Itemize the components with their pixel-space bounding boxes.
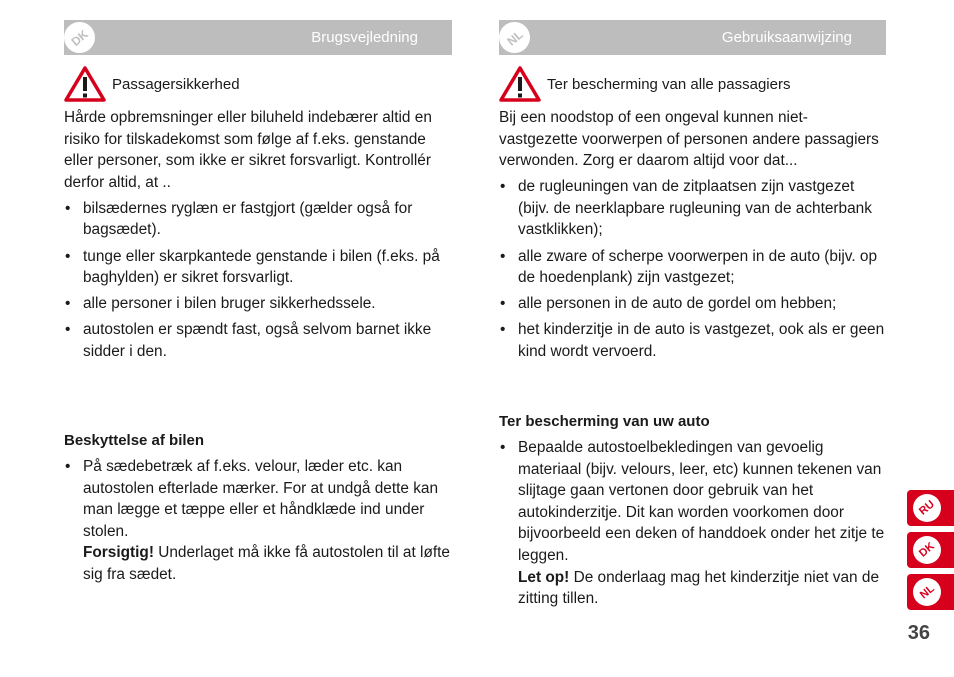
bullet-list-nl xyxy=(499,176,886,362)
warning-row-dk xyxy=(64,66,240,102)
section-bullet-dk: På sædebetræk af f.eks. velour, læder etc. kan autostolen efterlade mærker. For at undgå dette kan man lægge et tæppe eller et håndklæde ind under stolen. xyxy=(83,458,439,540)
section-bullet-nl: Bepaalde autostoelbekledingen van gevoelig materiaal (bijv. velours, leer, etc) kunnen tekenen van slijtage gaan vertonen door gebruik van het autokinderzitje. Dit kan worden voorkomen door bijvoorbeeld een deken of handdoek onder het zitje te leggen. xyxy=(518,439,885,565)
body-dk-intro xyxy=(64,107,452,363)
page-number: 36 xyxy=(907,622,930,644)
warning-heading-dk: Passagersikkerhed xyxy=(112,75,240,93)
caution-label-dk: Forsigtig! xyxy=(83,544,154,562)
list-item: • alle zware of scherpe voorwerpen in de auto (bijv. op de hoedenplank) zijn vastgezet; xyxy=(499,246,886,289)
list-item: • de rugleuningen van de zitplaatsen zijn vastgezet (bijv. de neerklapbare rugleuning van de achterbank vastklikken); xyxy=(499,176,886,241)
language-badge-dk-tab: DK xyxy=(913,536,941,564)
section-list-nl xyxy=(499,437,886,610)
intro-paragraph-dk: Hårde opbremsninger eller biluheld indebærer altid en risiko for tilskadekomst som følge af f.eks. genstande eller personer, som ikke er sikret forsvarligt. Kontrollér derfor altid, at .. xyxy=(64,109,432,191)
caution-text-nl: De onderlaag mag het kinderzitje niet van de zitting tillen. xyxy=(518,568,880,608)
caution-label-nl: Let op! xyxy=(518,568,570,586)
language-badge-nl-tab: NL xyxy=(913,578,941,606)
list-item: • alle personen in de auto de gordel om hebben; xyxy=(499,293,886,315)
header-bar-dk xyxy=(64,20,452,55)
warning-heading-nl: Ter bescherming van alle passagiers xyxy=(547,75,791,93)
header-title-nl: Gebruiksaanwijzing xyxy=(721,29,852,46)
warning-row-nl xyxy=(499,66,790,102)
language-badge-ru: RU xyxy=(913,494,941,522)
bullet-list-dk xyxy=(64,198,452,363)
intro-paragraph-nl: Bij een noodstop of een ongeval kunnen niet-vastgezette voorwerpen of personen andere passagiers verwonden. Zorg er daarom altijd voor dat... xyxy=(499,109,879,170)
language-badge-nl: NL xyxy=(499,22,530,53)
tab-ru[interactable] xyxy=(907,490,954,526)
section-list-dk xyxy=(64,456,452,586)
header-title-dk: Brugsvejledning xyxy=(311,29,418,46)
warning-triangle-icon xyxy=(499,66,541,102)
list-item: • bilsædernes ryglæn er fastgjort (gælder også for bagsædet). xyxy=(64,198,452,241)
section-title-dk: Beskyttelse af bilen xyxy=(64,432,205,449)
list-item: • het kinderzitje in de auto is vastgezet, ook als er geen kind wordt vervoerd. xyxy=(499,319,886,362)
tab-nl[interactable] xyxy=(907,574,954,610)
tab-dk[interactable] xyxy=(907,532,954,568)
body-nl-intro xyxy=(499,107,886,363)
list-item xyxy=(64,456,452,586)
list-item: • tunge eller skarpkantede genstande i bilen (f.eks. på baghylden) er sikret forsvarligt. xyxy=(64,246,452,289)
header-bar-nl xyxy=(499,20,886,55)
section-title-nl: Ter bescherming van uw auto xyxy=(499,413,710,430)
body-nl-section xyxy=(499,411,886,610)
warning-triangle-icon xyxy=(64,66,106,102)
body-dk-section xyxy=(64,430,452,586)
list-item: • autostolen er spændt fast, også selvom barnet ikke sidder i den. xyxy=(64,319,452,362)
caution-text-dk: Underlaget må ikke få autostolen til at løfte sig fra sædet. xyxy=(83,544,450,584)
list-item xyxy=(499,437,886,610)
list-item: • alle personer i bilen bruger sikkerhedssele. xyxy=(64,293,452,315)
language-badge-dk: DK xyxy=(64,22,95,53)
